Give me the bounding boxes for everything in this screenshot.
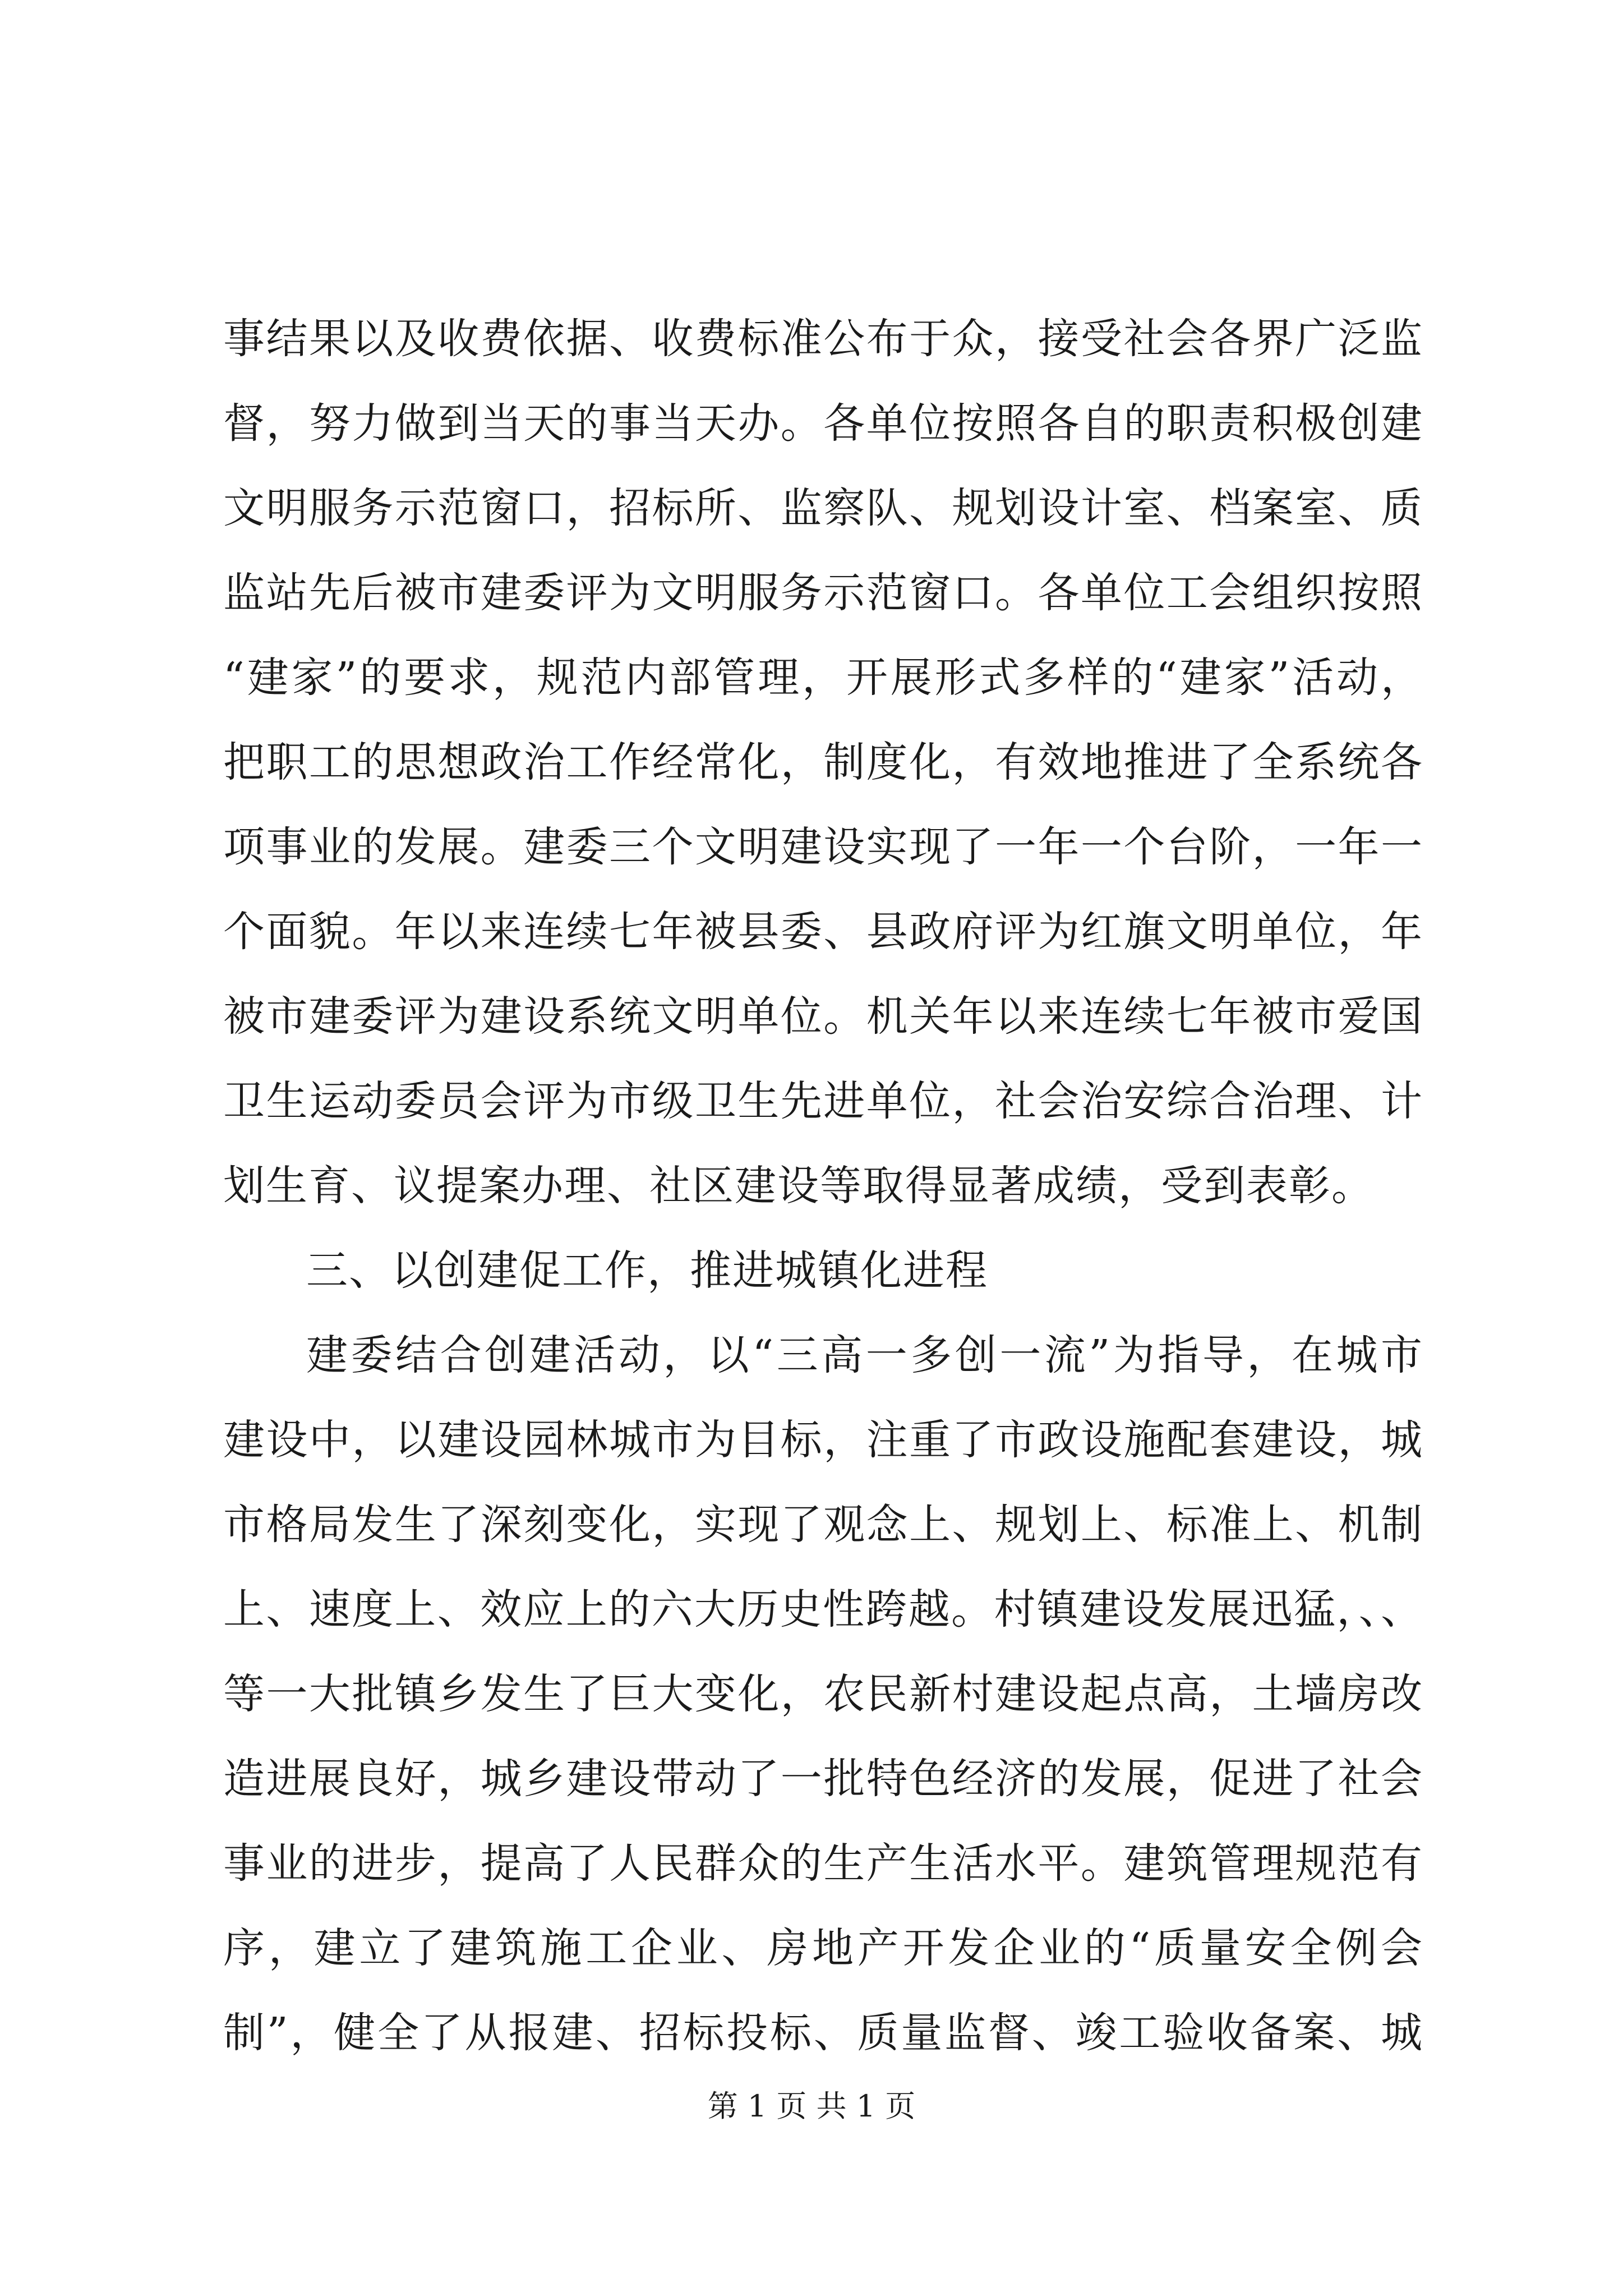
text-line — [223, 1567, 1423, 1651]
text-line — [223, 381, 1423, 466]
text-line — [223, 1397, 1423, 1482]
text-line-content: 建设中，以建设园林城市为目标，注重了市政设施配套建设，城 — [223, 1415, 1423, 1464]
section-heading — [223, 1228, 1423, 1313]
text-line-content: 文明服务示范窗口，招标所、监察队、规划设计室、档案室、质 — [223, 484, 1423, 532]
text-line — [223, 296, 1423, 381]
text-line — [223, 1482, 1423, 1567]
text-line — [223, 635, 1423, 720]
document-body — [223, 296, 1423, 2075]
text-line — [223, 1821, 1423, 1906]
page-footer: 第 1 页 共 1 页 — [707, 2088, 916, 2124]
text-line-content: 个面貌。年以来连续七年被县委、县政府评为红旗文明单位，年 — [223, 907, 1423, 956]
text-line-content: 制”，健全了从报建、招标投标、质量监督、竣工验收备案、城 — [223, 2008, 1423, 2057]
text-line-content: 上、速度上、效应上的六大历史性跨越。村镇建设发展迅猛，、、 — [223, 1585, 1423, 1634]
text-line — [223, 889, 1423, 974]
text-line-content: 督，努力做到当天的事当天办。各单位按照各自的职责积极创建 — [223, 399, 1423, 448]
text-line-content: 事业的进步，提高了人民群众的生产生活水平。建筑管理规范有 — [223, 1839, 1423, 1888]
text-line — [223, 974, 1423, 1059]
text-line-content: 划生育、议提案办理、社区建设等取得显著成绩，受到表彰。 — [223, 1161, 1374, 1210]
text-line-content: 卫生运动委员会评为市级卫生先进单位，社会治安综合治理、计 — [223, 1076, 1423, 1125]
text-line-content: “建家”的要求，规范内部管理，开展形式多样的“建家”活动， — [223, 653, 1423, 702]
text-line — [223, 1736, 1423, 1821]
text-line-content: 三、以创建促工作，推进城镇化进程 — [306, 1246, 988, 1295]
text-line-content: 把职工的思想政治工作经常化，制度化，有效地推进了全系统各 — [223, 738, 1423, 786]
text-line-content: 被市建委评为建设系统文明单位。机关年以来连续七年被市爱国 — [223, 992, 1423, 1041]
text-line-content: 项事业的发展。建委三个文明建设实现了一年一个台阶，一年一 — [223, 822, 1423, 871]
text-line-content: 监站先后被市建委评为文明服务示范窗口。各单位工会组织按照 — [223, 568, 1423, 617]
text-line-content: 序，建立了建筑施工企业、房地产开发企业的“质量安全例会 — [223, 1924, 1423, 1972]
text-line — [223, 1906, 1423, 1990]
text-line — [223, 720, 1423, 804]
text-line-content: 等一大批镇乡发生了巨大变化，农民新村建设起点高，土墙房改 — [223, 1669, 1423, 1718]
text-line-content: 事结果以及收费依据、收费标准公布于众，接受社会各界广泛监 — [223, 314, 1423, 363]
text-line — [223, 550, 1423, 635]
text-line — [223, 1990, 1423, 2075]
text-line-content: 建委结合创建活动，以“三高一多创一流”为指导，在城市 — [306, 1331, 1423, 1379]
text-line — [223, 466, 1423, 550]
text-line — [223, 1143, 1423, 1228]
text-line — [223, 804, 1423, 889]
text-line-content: 市格局发生了深刻变化，实现了观念上、规划上、标准上、机制 — [223, 1500, 1423, 1549]
text-line-content: 造进展良好，城乡建设带动了一批特色经济的发展，促进了社会 — [223, 1754, 1423, 1803]
text-line — [223, 1313, 1423, 1397]
text-line — [223, 1059, 1423, 1143]
text-line — [223, 1651, 1423, 1736]
